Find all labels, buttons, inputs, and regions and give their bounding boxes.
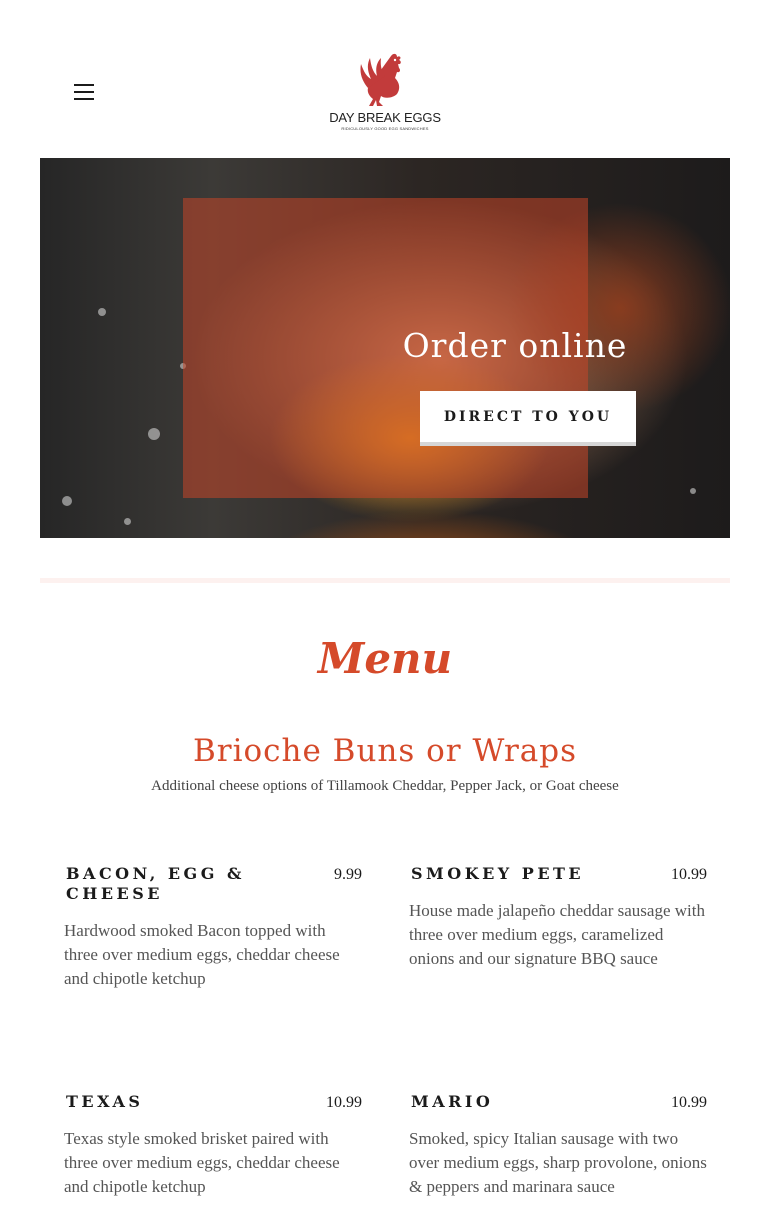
hero-overlay-box xyxy=(183,198,628,498)
menu-item-price: 10.99 xyxy=(671,1094,707,1111)
menu-item-name: MARIO xyxy=(411,1092,494,1111)
menu-item-description: Texas style smoked brisket paired with three over medium eggs, cheddar cheese and chipotle ketchup xyxy=(64,1129,340,1196)
menu-item-description: Smoked, spicy Italian sausage with two over medium eggs, sharp provolone, onions & peppers and marinara sauce xyxy=(409,1129,707,1196)
site-header xyxy=(0,0,770,158)
section-title: Brioche Buns or Wraps xyxy=(192,733,578,769)
menu-item-name: TEXAS xyxy=(66,1092,144,1111)
menu-item-name: SMOKEY PETE xyxy=(411,864,585,883)
hamburger-menu-icon[interactable] xyxy=(74,84,94,102)
section-subtitle: Additional cheese options of Tillamook Cheddar, Pepper Jack, or Goat cheese xyxy=(151,778,619,794)
order-direct-button[interactable]: DIRECT TO YOU xyxy=(420,391,636,446)
menu-item-price: 10.99 xyxy=(326,1094,362,1111)
hero-title: Order online xyxy=(402,326,628,365)
menu-item-description: Hardwood smoked Bacon topped with three over medium eggs, cheddar cheese and chipotle ketchup xyxy=(64,921,340,988)
hero-banner xyxy=(40,158,730,538)
logo-tagline: RIDICULOUSLY GOOD EGG SANDWICHES xyxy=(341,126,429,131)
section-divider xyxy=(40,578,730,583)
menu-heading: Menu xyxy=(317,634,453,683)
menu-item-description: House made jalapeño cheddar sausage with three over medium eggs, caramelized onions and our signature BBQ sauce xyxy=(409,901,705,968)
menu-item-price: 9.99 xyxy=(334,866,362,883)
menu-item-price: 10.99 xyxy=(671,866,707,883)
site-logo[interactable] xyxy=(322,52,448,138)
menu-item-name: BACON, EGG & CHEESE xyxy=(66,864,245,903)
rooster-icon xyxy=(355,52,415,110)
logo-name: DAY BREAK EGGS xyxy=(329,110,441,125)
